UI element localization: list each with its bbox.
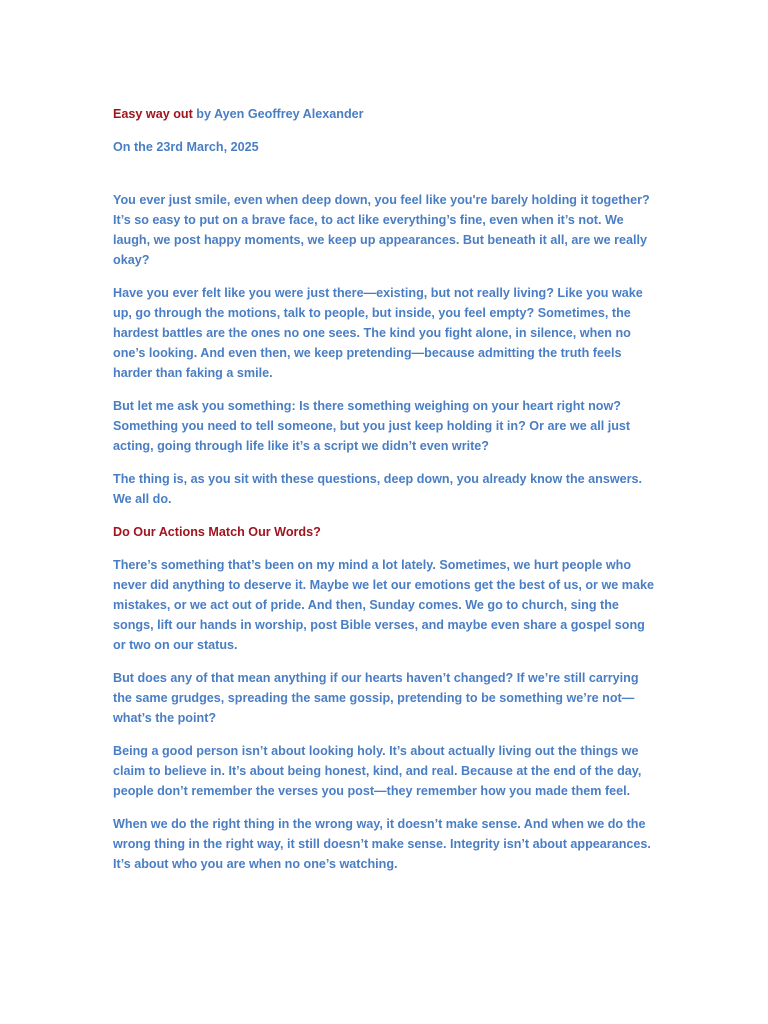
paragraph: When we do the right thing in the wrong way, it doesn’t make sense. And when we do the wrong thing in the right way, it still doesn’t make sense. Integrity isn’t about appearances. It’s about who you are when no one’s watching. <box>113 817 651 871</box>
document-page <box>113 104 658 887</box>
document-date: On the 23rd March, 2025 <box>113 140 259 154</box>
section-heading: Do Our Actions Match Our Words? <box>113 525 321 539</box>
paragraph: Have you ever felt like you were just there—existing, but not really living? Like you wake up, go through the motions, talk to people, but inside, you feel empty? Sometimes, the hardest battles are the ones no one sees. The kind you fight alone, in silence, when no one’s looking. And even then, we keep pretending—because admitting the truth feels harder than faking a smile. <box>113 286 643 380</box>
paragraph: You ever just smile, even when deep down, you feel like you're barely holding it together? It’s so easy to put on a brave face, to act like everything’s fine, even when it’s not. We laugh, we post happy moments, we keep up appearances. But beneath it all, are we really okay? <box>113 193 650 267</box>
document-title: Easy way out <box>113 107 193 121</box>
paragraph: But does any of that mean anything if our hearts haven’t changed? If we’re still carrying the same grudges, spreading the same gossip, pretending to be something we’re not—what’s the point? <box>113 671 639 725</box>
paragraph: Being a good person isn’t about looking holy. It’s about actually living out the things we claim to believe in. It’s about being honest, kind, and real. Because at the end of the day, people don’t remember the verses you post—they remember how you made them feel. <box>113 744 642 798</box>
paragraph: There’s something that’s been on my mind a lot lately. Sometimes, we hurt people who never did anything to deserve it. Maybe we let our emotions get the best of us, or we make mistakes, or we act out of pride. And then, Sunday comes. We go to church, sing the songs, lift our hands in worship, post Bible verses, and maybe even share a gospel song or two on our status. <box>113 558 654 652</box>
author-byline: by Ayen Geoffrey Alexander <box>192 107 364 121</box>
paragraph: The thing is, as you sit with these questions, deep down, you already know the answers. We all do. <box>113 472 643 506</box>
paragraph: But let me ask you something: Is there something weighing on your heart right now? Something you need to tell someone, but you just keep holding it in? Or are we all just acting, going through life like it’s a script we didn’t even write? <box>113 399 631 453</box>
title-line <box>113 104 658 124</box>
